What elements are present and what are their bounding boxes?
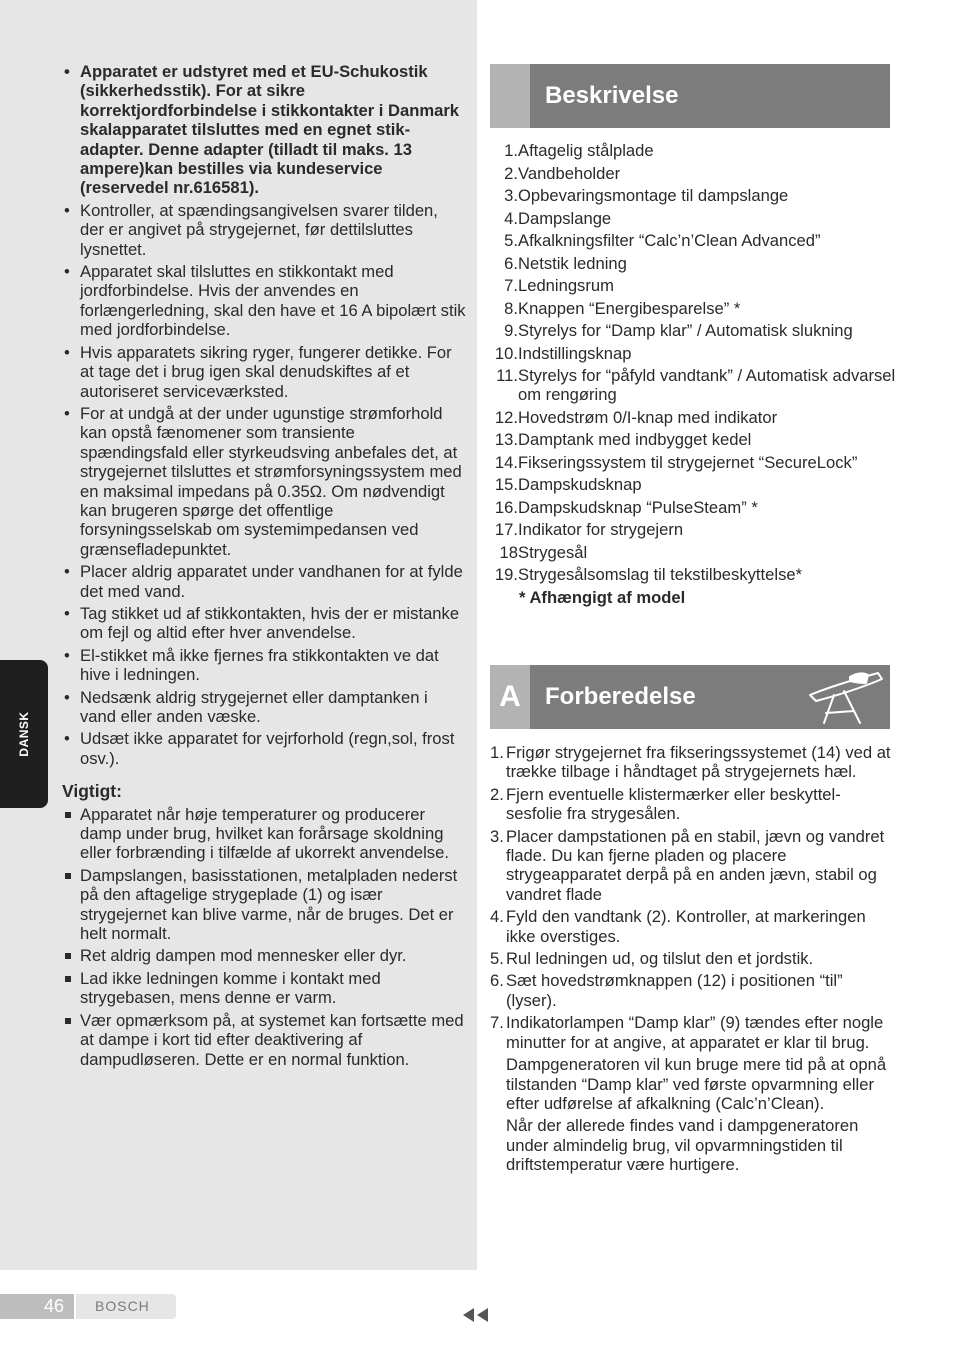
list-item: 12. Hovedstrøm 0/I-knap med indikator [494, 407, 778, 427]
preparation-title: Forberedelse [545, 683, 696, 710]
list-item: 5. Afkalkningsfilter “Calc’n’Clean Advanced” [504, 231, 821, 250]
page-number: 46 [0, 1294, 74, 1319]
list-item: Ret aldrig dampen mod mennesker eller dyr. [62, 946, 466, 965]
list-item: 8. Knappen “Energibesparelse” * [504, 298, 741, 318]
list-item: • For at undgå at der under ugunstige strømforhold kan opstå fænomener som transiente spændingsfald eller styrkeudsving anbefales det, at strygejernet tilsluttes et strømforsyningssystem med en maksimal impedans på 0.35Ω. Om nødvendigt kan brugeren spørge det offentlige forsyningsselskab om systemimpedansen ved grænsefladepunktet. [62, 404, 466, 559]
list-item: 14. Fikseringssystem til strygejernet “SecureLock” [494, 452, 858, 472]
preparation-header [490, 665, 890, 729]
list-item: • Kontroller, at spændingsangivelsen svarer tilden, der er angivet på strygejernet, før dettilsluttes lysnettet. [62, 201, 466, 259]
list-item: 7. Ledningsrum [504, 276, 614, 295]
list-item: 6. Sæt hovedstrømknappen (12) i positionen “til” (lyser). [490, 971, 843, 1010]
description-header [490, 64, 890, 128]
list-item: • Hvis apparatets sikring ryger, fungerer detikke. For at tage det i brug igen skal denudskiftes af et autoriseret serviceværksted. [62, 343, 466, 401]
list-item: 5. Rul ledningen ud, og tilslut den et jordstik. [490, 949, 814, 969]
list-item: Lad ikke ledningen komme i kontakt med strygebasen, mens denne er varm. [62, 969, 466, 1008]
list-item: • Apparatet skal tilsluttes en stikkontakt med jordforbindelse. Hvis der anvendes en forlængerledning, skal den have et 16 A bipolært stik med jordforbindelse. [62, 262, 466, 340]
list-item: • Tag stikket ud af stikkontakten, hvis der er mistanke om fejl og altid efter hver anvendelse. [62, 604, 466, 643]
list-item: 3. Opbevaringsmontage til dampslange [504, 186, 789, 205]
list-item: 17. Indikator for strygejern [494, 520, 684, 540]
preparation-steps [490, 743, 892, 1178]
list-item: • Nedsænk aldrig strygejernet eller damptanken i vand eller anden væske. [62, 688, 466, 727]
model-note: * Afhængigt af model [519, 587, 686, 607]
list-item: 1. Aftagelig stålplade [504, 141, 654, 160]
list-item: 1. Frigør strygejernet fra fikseringssystemet (14) ved at trække tilbage i håndtaget på strygejernets hæl. [490, 743, 891, 782]
list-item: 15. Dampskudsknap [494, 475, 642, 495]
list-item: 18 Strygesål [499, 542, 588, 562]
description-title: Beskrivelse [545, 82, 679, 109]
list-item: 2. Vandbeholder [504, 163, 621, 183]
list-item: • Udsæt ikke apparatet for vejrforhold (regn,sol, frost osv.). [62, 729, 466, 768]
list-item: • El-stikket må ikke fjernes fra stikkontakten ve dat hive i ledningen. [62, 646, 466, 685]
language-tab [0, 660, 48, 808]
list-item: 2. Fjern eventuelle klistermærker eller beskyttel-sesfolie fra strygesålen. [490, 784, 841, 824]
ironing-board-icon [804, 669, 884, 727]
preparation-note: Dampgeneratoren vil kun bruge mere tid på at opnå tilstanden “Damp klar” ved første opvarmning eller efter udførelse af afkalkning (Calc’n’Clean). [506, 1055, 887, 1113]
list-item: Vær opmærksom på, at systemet kan fortsætte med at dampe i kort tid efter deaktivering af dampudløseren. Dette er en normal funktion. [62, 1011, 466, 1069]
list-item: 13. Damptank med indbygget kedel [494, 430, 752, 450]
list-item: Dampslangen, basisstationen, metalpladen nederst på den aftagelige strygeplade (1) og især strygejernet kan blive varme, når de bruges. Det er helt normalt. [62, 866, 466, 944]
list-item: 6. Netstik ledning [504, 253, 627, 273]
important-list [62, 805, 466, 1069]
preparation-header-key: A [490, 665, 530, 729]
safety-column [62, 62, 466, 1072]
safety-list [62, 62, 466, 768]
list-item: Apparatet når høje temperaturer og producerer damp under brug, hvilket kan forårsage skoldning eller forbrænding i tilfælde af ukorrekt anvendelse. [62, 805, 466, 863]
list-item: 9. Styrelys for “Damp klar” / Automatisk slukning [504, 321, 853, 340]
brand-label: BOSCH [76, 1294, 176, 1319]
list-item: 4. Fyld den vandtank (2). Kontroller, at markeringen ikke overstiges. [490, 907, 866, 946]
language-tab-label: DANSK [17, 711, 31, 757]
list-item: • Apparatet er udstyret med et EU-Schukostik (sikkerhedsstik). For at sikre korrektjordforbindelse i stikkontakter i Danmark skalapparatet tilsluttes med en egnet stik-adapter. Denne adapter (tilladt til maks. 13 ampere)kan bestilles via kundeservice (reservedel nr.616581). [62, 62, 466, 198]
description-list [486, 141, 896, 607]
list-item: • Placer aldrig apparatet under vandhanen for at fylde det med vand. [62, 562, 466, 601]
preparation-note: Når der allerede findes vand i dampgeneratoren under almindelig brug, vil opvarmningstiden til driftstemperatur være hurtigere. [506, 1116, 859, 1175]
list-item: 19. Strygesålsomslag til tekstilbeskyttelse* [494, 565, 803, 585]
list-item: 10. Indstillingsknap [494, 343, 632, 363]
important-heading: Vigtigt: [62, 781, 122, 802]
list-item: 16. Dampskudsknap “PulseSteam” * [494, 497, 758, 517]
description-header-key [490, 64, 530, 128]
list-item: 4. Dampslange [504, 208, 612, 228]
list-item: 11. Styrelys for “påfyld vandtank” / Automatisk advarsel om rengøring [496, 366, 896, 405]
double-left-arrow-icon [462, 1308, 490, 1322]
list-item: 3. Placer dampstationen på en stabil, jævn og vandret flade. Du kan fjerne pladen og placere strygeapparatet derpå på en anden jævn, stabil og vandret flade [490, 826, 885, 904]
list-item: 7. Indikatorlampen “Damp klar” (9) tændes efter nogle minutter for at angive, at apparatet er klar til brug. [490, 1013, 884, 1052]
